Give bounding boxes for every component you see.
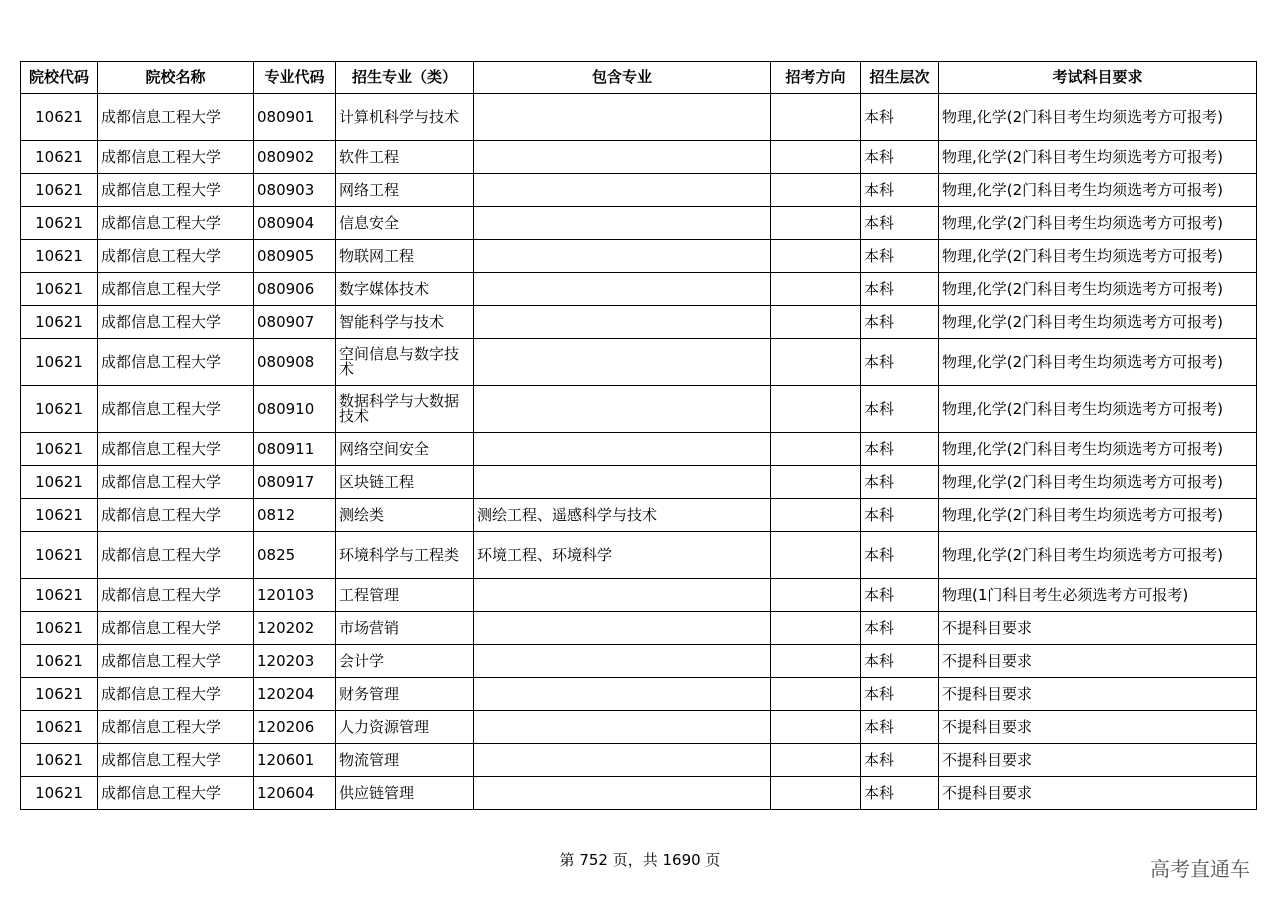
cell-school-name: 成都信息工程大学: [98, 141, 254, 174]
cell-direction: [771, 645, 861, 678]
table-row: [21, 240, 1257, 273]
cell-includes: [474, 777, 771, 810]
cell-school-name: 成都信息工程大学: [98, 612, 254, 645]
cell-major-code: 080903: [254, 174, 336, 207]
cell-requirement: 物理,化学(2门科目考生均须选考方可报考): [939, 207, 1257, 240]
cell-school-code: 10621: [21, 777, 98, 810]
cell-direction: [771, 777, 861, 810]
cell-major-code: 0825: [254, 532, 336, 579]
cell-major: 物流管理: [336, 744, 474, 777]
cell-major: 区块链工程: [336, 466, 474, 499]
cell-school-name: 成都信息工程大学: [98, 174, 254, 207]
cell-major: 软件工程: [336, 141, 474, 174]
cell-direction: [771, 207, 861, 240]
cell-level: 本科: [861, 339, 939, 386]
cell-level: 本科: [861, 240, 939, 273]
table-header-row: [21, 62, 1257, 94]
cell-direction: [771, 532, 861, 579]
cell-major-code: 120103: [254, 579, 336, 612]
cell-includes: [474, 273, 771, 306]
cell-includes: 测绘工程、遥感科学与技术: [474, 499, 771, 532]
cell-major: 网络工程: [336, 174, 474, 207]
header-major: 招生专业（类）: [336, 62, 474, 94]
cell-school-name: 成都信息工程大学: [98, 532, 254, 579]
cell-requirement: 物理,化学(2门科目考生均须选考方可报考): [939, 532, 1257, 579]
cell-level: 本科: [861, 207, 939, 240]
cell-direction: [771, 678, 861, 711]
cell-school-name: 成都信息工程大学: [98, 240, 254, 273]
cell-school-code: 10621: [21, 207, 98, 240]
cell-requirement: 物理,化学(2门科目考生均须选考方可报考): [939, 94, 1257, 141]
cell-school-code: 10621: [21, 433, 98, 466]
table-row: [21, 174, 1257, 207]
cell-major-code: 080917: [254, 466, 336, 499]
cell-school-name: 成都信息工程大学: [98, 744, 254, 777]
header-direction: 招考方向: [771, 62, 861, 94]
cell-major: 物联网工程: [336, 240, 474, 273]
cell-major-code: 120203: [254, 645, 336, 678]
cell-includes: [474, 466, 771, 499]
cell-includes: [474, 339, 771, 386]
cell-requirement: 物理,化学(2门科目考生均须选考方可报考): [939, 141, 1257, 174]
cell-major-code: 120604: [254, 777, 336, 810]
table-row: [21, 532, 1257, 579]
cell-major-code: 080906: [254, 273, 336, 306]
cell-school-code: 10621: [21, 678, 98, 711]
cell-major-code: 120204: [254, 678, 336, 711]
cell-direction: [771, 466, 861, 499]
cell-level: 本科: [861, 678, 939, 711]
table-row: [21, 141, 1257, 174]
cell-school-code: 10621: [21, 174, 98, 207]
cell-major: 人力资源管理: [336, 711, 474, 744]
cell-includes: [474, 433, 771, 466]
cell-level: 本科: [861, 744, 939, 777]
cell-major: 信息安全: [336, 207, 474, 240]
cell-major: 智能科学与技术: [336, 306, 474, 339]
cell-level: 本科: [861, 141, 939, 174]
cell-direction: [771, 711, 861, 744]
cell-major-code: 120601: [254, 744, 336, 777]
table-row: [21, 612, 1257, 645]
cell-major-code: 080904: [254, 207, 336, 240]
cell-level: 本科: [861, 174, 939, 207]
cell-includes: [474, 207, 771, 240]
cell-school-code: 10621: [21, 612, 98, 645]
table-row: [21, 579, 1257, 612]
cell-school-name: 成都信息工程大学: [98, 499, 254, 532]
page-number: 第 752 页，共 1690 页: [559, 851, 721, 869]
cell-school-code: 10621: [21, 306, 98, 339]
cell-school-code: 10621: [21, 579, 98, 612]
cell-includes: [474, 306, 771, 339]
cell-includes: [474, 94, 771, 141]
cell-level: 本科: [861, 306, 939, 339]
cell-level: 本科: [861, 386, 939, 433]
cell-school-name: 成都信息工程大学: [98, 579, 254, 612]
table-row: [21, 306, 1257, 339]
cell-level: 本科: [861, 499, 939, 532]
cell-level: 本科: [861, 466, 939, 499]
cell-level: 本科: [861, 94, 939, 141]
cell-school-name: 成都信息工程大学: [98, 466, 254, 499]
cell-requirement: 物理,化学(2门科目考生均须选考方可报考): [939, 386, 1257, 433]
header-school-code: 院校代码: [21, 62, 98, 94]
cell-includes: [474, 386, 771, 433]
cell-level: 本科: [861, 579, 939, 612]
cell-level: 本科: [861, 612, 939, 645]
cell-requirement: 不提科目要求: [939, 645, 1257, 678]
cell-school-code: 10621: [21, 744, 98, 777]
cell-direction: [771, 579, 861, 612]
header-includes: 包含专业: [474, 62, 771, 94]
cell-school-code: 10621: [21, 466, 98, 499]
cell-school-name: 成都信息工程大学: [98, 433, 254, 466]
cell-includes: [474, 174, 771, 207]
cell-level: 本科: [861, 532, 939, 579]
cell-direction: [771, 744, 861, 777]
cell-school-name: 成都信息工程大学: [98, 273, 254, 306]
cell-major-code: 120206: [254, 711, 336, 744]
header-level: 招生层次: [861, 62, 939, 94]
cell-includes: 环境工程、环境科学: [474, 532, 771, 579]
table-row: [21, 678, 1257, 711]
cell-direction: [771, 306, 861, 339]
cell-direction: [771, 240, 861, 273]
cell-direction: [771, 433, 861, 466]
cell-requirement: 物理,化学(2门科目考生均须选考方可报考): [939, 466, 1257, 499]
cell-school-name: 成都信息工程大学: [98, 94, 254, 141]
cell-direction: [771, 612, 861, 645]
cell-school-code: 10621: [21, 711, 98, 744]
cell-requirement: 物理,化学(2门科目考生均须选考方可报考): [939, 273, 1257, 306]
cell-requirement: 不提科目要求: [939, 777, 1257, 810]
table-row: [21, 207, 1257, 240]
cell-requirement: 物理,化学(2门科目考生均须选考方可报考): [939, 433, 1257, 466]
cell-level: 本科: [861, 777, 939, 810]
cell-includes: [474, 645, 771, 678]
cell-requirement: 不提科目要求: [939, 678, 1257, 711]
table-row: [21, 386, 1257, 433]
cell-school-name: 成都信息工程大学: [98, 777, 254, 810]
table-row: [21, 94, 1257, 141]
cell-requirement: 物理(1门科目考生必须选考方可报考): [939, 579, 1257, 612]
cell-includes: [474, 744, 771, 777]
cell-requirement: 不提科目要求: [939, 711, 1257, 744]
cell-school-name: 成都信息工程大学: [98, 645, 254, 678]
cell-direction: [771, 141, 861, 174]
cell-major: 供应链管理: [336, 777, 474, 810]
cell-major-code: 080905: [254, 240, 336, 273]
cell-school-code: 10621: [21, 273, 98, 306]
cell-requirement: 物理,化学(2门科目考生均须选考方可报考): [939, 499, 1257, 532]
cell-school-code: 10621: [21, 532, 98, 579]
table-row: [21, 339, 1257, 386]
cell-school-name: 成都信息工程大学: [98, 386, 254, 433]
table-row: [21, 433, 1257, 466]
cell-major-code: 080910: [254, 386, 336, 433]
cell-requirement: 物理,化学(2门科目考生均须选考方可报考): [939, 240, 1257, 273]
cell-requirement: 物理,化学(2门科目考生均须选考方可报考): [939, 306, 1257, 339]
cell-school-code: 10621: [21, 240, 98, 273]
cell-includes: [474, 678, 771, 711]
cell-major: 空间信息与数字技术: [336, 339, 474, 386]
table-row: [21, 711, 1257, 744]
cell-direction: [771, 273, 861, 306]
cell-level: 本科: [861, 645, 939, 678]
cell-school-code: 10621: [21, 386, 98, 433]
cell-school-name: 成都信息工程大学: [98, 711, 254, 744]
cell-major: 工程管理: [336, 579, 474, 612]
cell-level: 本科: [861, 433, 939, 466]
cell-includes: [474, 579, 771, 612]
cell-includes: [474, 612, 771, 645]
cell-school-code: 10621: [21, 339, 98, 386]
cell-direction: [771, 94, 861, 141]
cell-school-code: 10621: [21, 94, 98, 141]
table-row: [21, 744, 1257, 777]
cell-school-name: 成都信息工程大学: [98, 207, 254, 240]
cell-school-code: 10621: [21, 141, 98, 174]
cell-major: 计算机科学与技术: [336, 94, 474, 141]
cell-major-code: 080908: [254, 339, 336, 386]
cell-includes: [474, 240, 771, 273]
cell-major: 市场营销: [336, 612, 474, 645]
cell-direction: [771, 174, 861, 207]
cell-major-code: 080902: [254, 141, 336, 174]
cell-major: 数据科学与大数据技术: [336, 386, 474, 433]
header-requirement: 考试科目要求: [939, 62, 1257, 94]
cell-major-code: 080907: [254, 306, 336, 339]
cell-includes: [474, 141, 771, 174]
cell-includes: [474, 711, 771, 744]
cell-requirement: 物理,化学(2门科目考生均须选考方可报考): [939, 174, 1257, 207]
cell-major: 数字媒体技术: [336, 273, 474, 306]
cell-major: 会计学: [336, 645, 474, 678]
cell-major-code: 120202: [254, 612, 336, 645]
cell-requirement: 物理,化学(2门科目考生均须选考方可报考): [939, 339, 1257, 386]
cell-requirement: 不提科目要求: [939, 744, 1257, 777]
header-school-name: 院校名称: [98, 62, 254, 94]
table-row: [21, 645, 1257, 678]
watermark-logo-text: 高考直通车: [1150, 857, 1250, 881]
cell-direction: [771, 386, 861, 433]
cell-school-name: 成都信息工程大学: [98, 678, 254, 711]
cell-requirement: 不提科目要求: [939, 612, 1257, 645]
cell-school-name: 成都信息工程大学: [98, 306, 254, 339]
admissions-table: [20, 61, 1257, 810]
table-row: [21, 273, 1257, 306]
cell-level: 本科: [861, 711, 939, 744]
cell-major-code: 0812: [254, 499, 336, 532]
cell-major-code: 080901: [254, 94, 336, 141]
cell-major: 网络空间安全: [336, 433, 474, 466]
cell-major: 财务管理: [336, 678, 474, 711]
cell-direction: [771, 499, 861, 532]
header-major-code: 专业代码: [254, 62, 336, 94]
table-row: [21, 777, 1257, 810]
cell-school-code: 10621: [21, 499, 98, 532]
cell-major: 测绘类: [336, 499, 474, 532]
table-row: [21, 466, 1257, 499]
table-row: [21, 499, 1257, 532]
cell-major: 环境科学与工程类: [336, 532, 474, 579]
cell-direction: [771, 339, 861, 386]
cell-school-code: 10621: [21, 645, 98, 678]
cell-school-name: 成都信息工程大学: [98, 339, 254, 386]
cell-major-code: 080911: [254, 433, 336, 466]
cell-level: 本科: [861, 273, 939, 306]
